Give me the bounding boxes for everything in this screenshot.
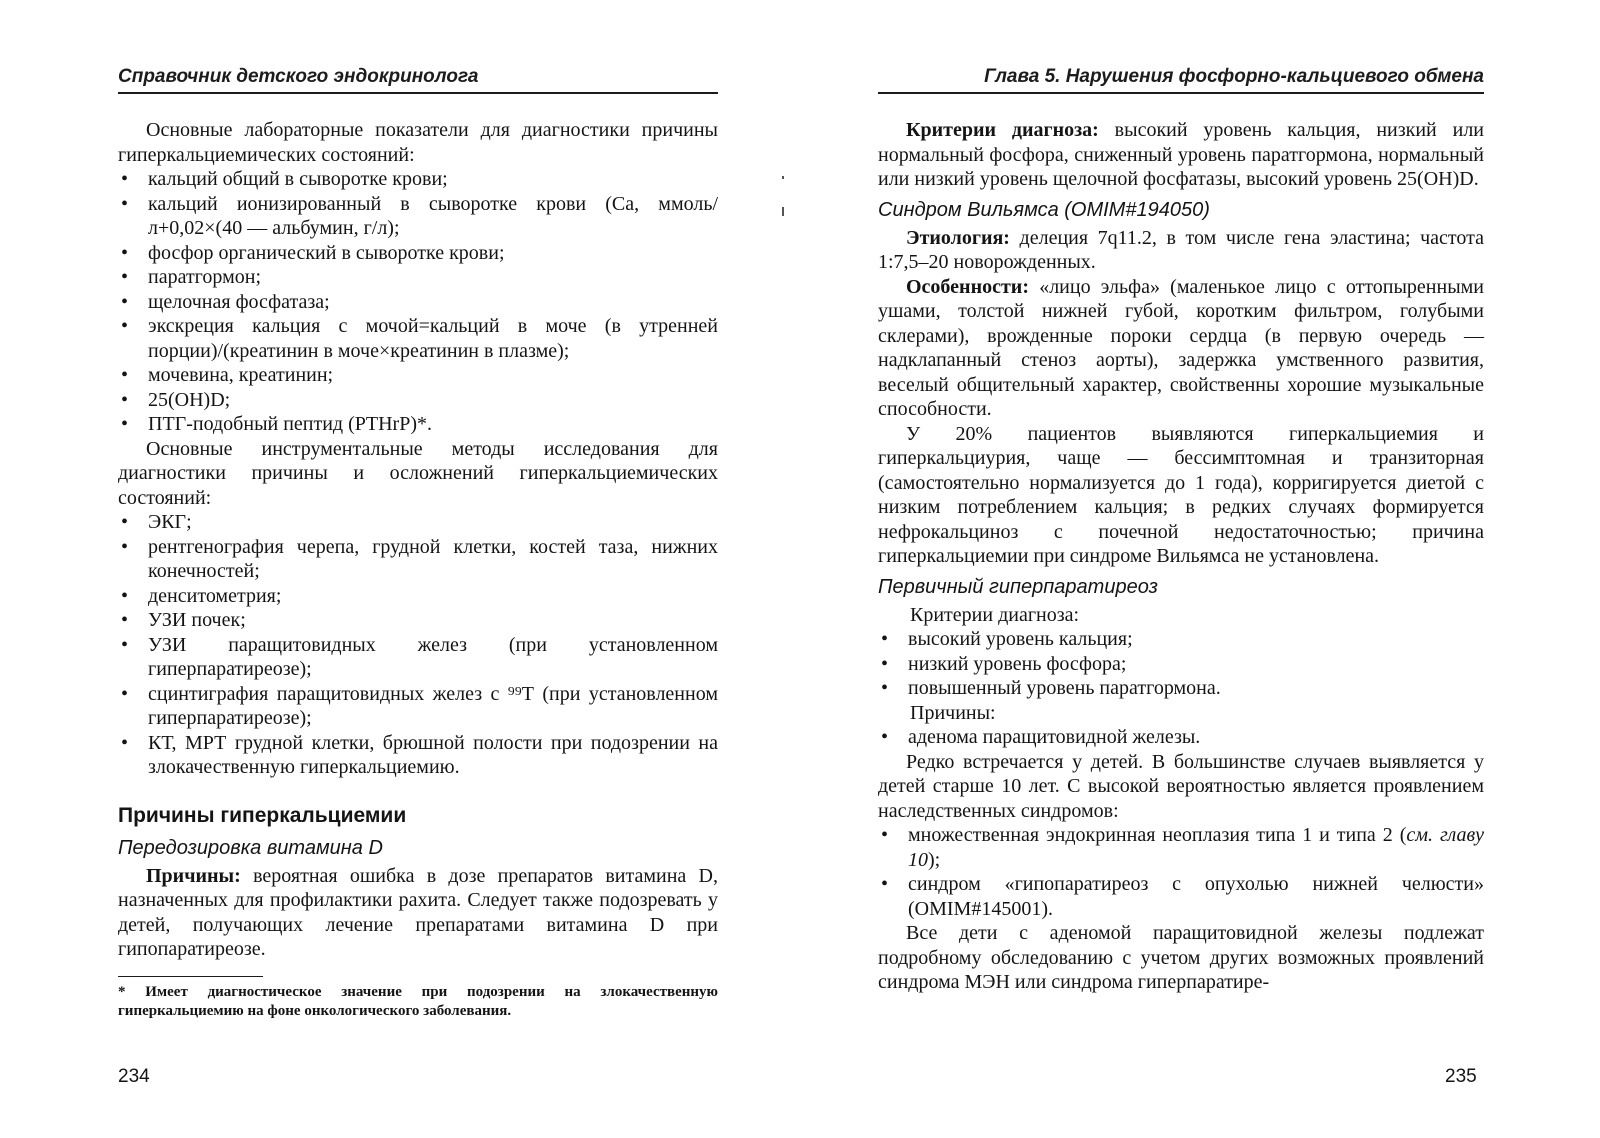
- features-label: Особенности:: [906, 275, 1029, 298]
- causes-text: вероятная ошибка в дозе препаратов витамина D, назначенных для профилактики рахита. Следует также подозревать у детей, получающих лечение препаратами витамина D при гипопаратиреозе.: [118, 864, 718, 960]
- page-number-left: 234: [118, 1066, 150, 1087]
- bullet-icon: •: [121, 682, 129, 705]
- footnote: * Имеет диагностическое значение при подозрении на злокачественную гиперкальциемию на фоне онкологического заболевания.: [118, 983, 718, 1019]
- williams-paragraph: У 20% пациентов выявляются гиперкальциемия и гиперкальциурия, чаще — бессимптомная и транзиторная (самостоятельно нормализуется до 1 года), корригируется диетой с низким потреблением кальция; в редких случаях формируется нефрокальциноз с почечной недостаточностью; причина гиперкальциемии при синдроме Вильямса не установлена.: [878, 422, 1484, 567]
- list-item: • УЗИ почек;: [121, 609, 246, 631]
- bullet-icon: •: [881, 628, 889, 650]
- list-item: • кальций ионизированный в сыворотке крови (Са, ммоль/л+0,02×(40 — альбумин, г/л);: [121, 192, 718, 239]
- williams-syndrome-title: Синдром Вильямса (OMIM#194050): [878, 198, 1210, 221]
- criteria-label: Критерии диагноза:: [906, 119, 1099, 141]
- bullet-icon: •: [121, 241, 129, 264]
- bullet-icon: •: [881, 677, 889, 699]
- running-head-right: Глава 5. Нарушения фосфорно-кальциевого обмена: [878, 62, 1484, 94]
- list-item: • аденома паращитовидной железы.: [881, 726, 1201, 748]
- list-item: • паратгормон;: [121, 266, 261, 288]
- primary-hyperparathyroidism-title: Первичный гиперпаратиреоз: [878, 575, 1158, 598]
- final-paragraph: Все дети с аденомой паращитовидной железы подлежат подробному обследованию с учетом других возможных проявлений синдрома МЭН или синдрома гиперпаратире-: [878, 922, 1484, 993]
- bullet-icon: •: [121, 609, 129, 631]
- list-item: • ПТГ-подобный пептид (PTHrP)*.: [121, 413, 432, 435]
- bullet-icon: •: [881, 726, 889, 748]
- bullet-icon: •: [121, 584, 129, 607]
- bullet-icon: •: [121, 388, 129, 411]
- bullet-icon: •: [121, 633, 129, 656]
- chapter-reference: см. главу 10: [908, 824, 1485, 871]
- list-item: • УЗИ паращитовидных желез (при установленном гиперпаратиреозе);: [121, 633, 718, 680]
- list-item: • низкий уровень фосфора;: [881, 652, 1127, 675]
- bullet-icon: •: [121, 266, 129, 288]
- hpt-criteria-list: [878, 627, 1484, 701]
- etiology-paragraph: Этиология: делеция 7q11.2, в том числе гена эластина; частота 1:7,5–20 новорожденных.: [878, 226, 1484, 273]
- criteria-paragraph: Критерии диагноза: высокий уровень кальция, низкий или нормальный фосфора, сниженный уровень паратгормона, нормальный или низкий уровень щелочной фосфатазы, высокий уровень 25(OH)D.: [878, 119, 1484, 190]
- bullet-icon: •: [121, 535, 129, 558]
- list-item: • рентгенография черепа, грудной клетки, костей таза, нижних конечностей;: [121, 535, 718, 582]
- bullet-icon: •: [121, 290, 129, 313]
- bullet-icon: •: [121, 364, 129, 386]
- instrumental-methods-list: [118, 510, 718, 780]
- list-item: • сцинтиграфия паращитовидных желез с ⁹⁹Т (при установленном гиперпаратиреозе);: [121, 682, 718, 729]
- list-item: • 25(OH)D;: [121, 388, 231, 411]
- list-item: • щелочная фосфатаза;: [121, 290, 330, 313]
- hpt-causes-label: Причины:: [910, 701, 996, 724]
- bullet-icon: •: [121, 413, 129, 435]
- lab-intro-paragraph: Основные лабораторные показатели для диагностики причины гиперкальциемических состояний:: [118, 119, 718, 166]
- bullet-icon: •: [881, 873, 889, 895]
- hpt-criteria-label: Критерии диагноза:: [910, 603, 1080, 626]
- scan-speck: [782, 176, 784, 179]
- left-page-content: [118, 118, 718, 1021]
- bullet-icon: •: [121, 731, 129, 754]
- list-item: • высокий уровень кальция;: [881, 628, 1133, 650]
- list-item: • денситометрия;: [121, 584, 282, 607]
- subsection-title: Передозировка витамина D: [118, 836, 383, 859]
- list-item: • синдром «гипопаратиреоз с опухолью нижней челюсти» (OMIM#145001).: [881, 873, 1484, 920]
- list-item: • повышенный уровень паратгормона.: [881, 677, 1221, 699]
- causes-label: Причины:: [146, 864, 241, 887]
- etiology-label: Этиология:: [906, 226, 1010, 249]
- list-item: • множественная эндокринная неоплазия типа 1 и типа 2 (см. главу 10);: [881, 824, 1485, 871]
- list-item: • фосфор органический в сыворотке крови;: [121, 241, 505, 264]
- hpt-paragraph: Редко встречается у детей. В большинстве случаев выявляется у детей старше 10 лет. С высокой вероятностью является проявлением наследственных синдромов:: [878, 750, 1484, 822]
- hereditary-syndromes-list: [878, 823, 1484, 921]
- footnote-divider: [118, 976, 263, 977]
- bullet-icon: •: [121, 168, 129, 190]
- list-item: • мочевина, креатинин;: [121, 364, 334, 386]
- right-page: [800, 0, 1600, 1138]
- instrumental-intro-paragraph: Основные инструментальные методы исследования для диагностики причины и осложнений гиперкальциемических состояний:: [118, 437, 718, 509]
- scan-speck: [782, 207, 784, 216]
- section-title: Причины гиперкальциемии: [118, 803, 407, 827]
- bullet-icon: •: [881, 652, 889, 675]
- running-head-left: Справочник детского эндокринолога: [118, 62, 718, 94]
- bullet-icon: •: [121, 511, 129, 533]
- page-number-right: 235: [1445, 1066, 1477, 1087]
- causes-paragraph: [118, 864, 718, 962]
- bullet-icon: •: [881, 824, 889, 846]
- list-item: • кальций общий в сыворотке крови;: [121, 168, 448, 190]
- list-item: • экскреция кальция с мочой=кальций в моче (в утренней порции)/(креатинин в моче×креатинин в плазме);: [121, 315, 718, 362]
- lab-tests-list: [118, 167, 718, 437]
- hpt-causes-list: [878, 725, 1484, 750]
- list-item: • КТ, МРТ грудной клетки, брюшной полости при подозрении на злокачественную гиперкальциемию.: [121, 731, 718, 778]
- list-item: • ЭКГ;: [121, 511, 192, 533]
- right-page-content: [878, 118, 1484, 995]
- bullet-icon: •: [121, 192, 129, 215]
- features-paragraph: Особенности: «лицо эльфа» (маленькое лицо с оттопыренными ушами, толстой нижней губой, коротким фильтром, голубыми склерами), врожденные пороки сердца (в первую очередь — надклапанный стеноз аорты), задержка умственного развития, веселый общительный характер, свойственны хорошие музыкальные способности.: [878, 275, 1484, 420]
- bullet-icon: •: [121, 315, 129, 337]
